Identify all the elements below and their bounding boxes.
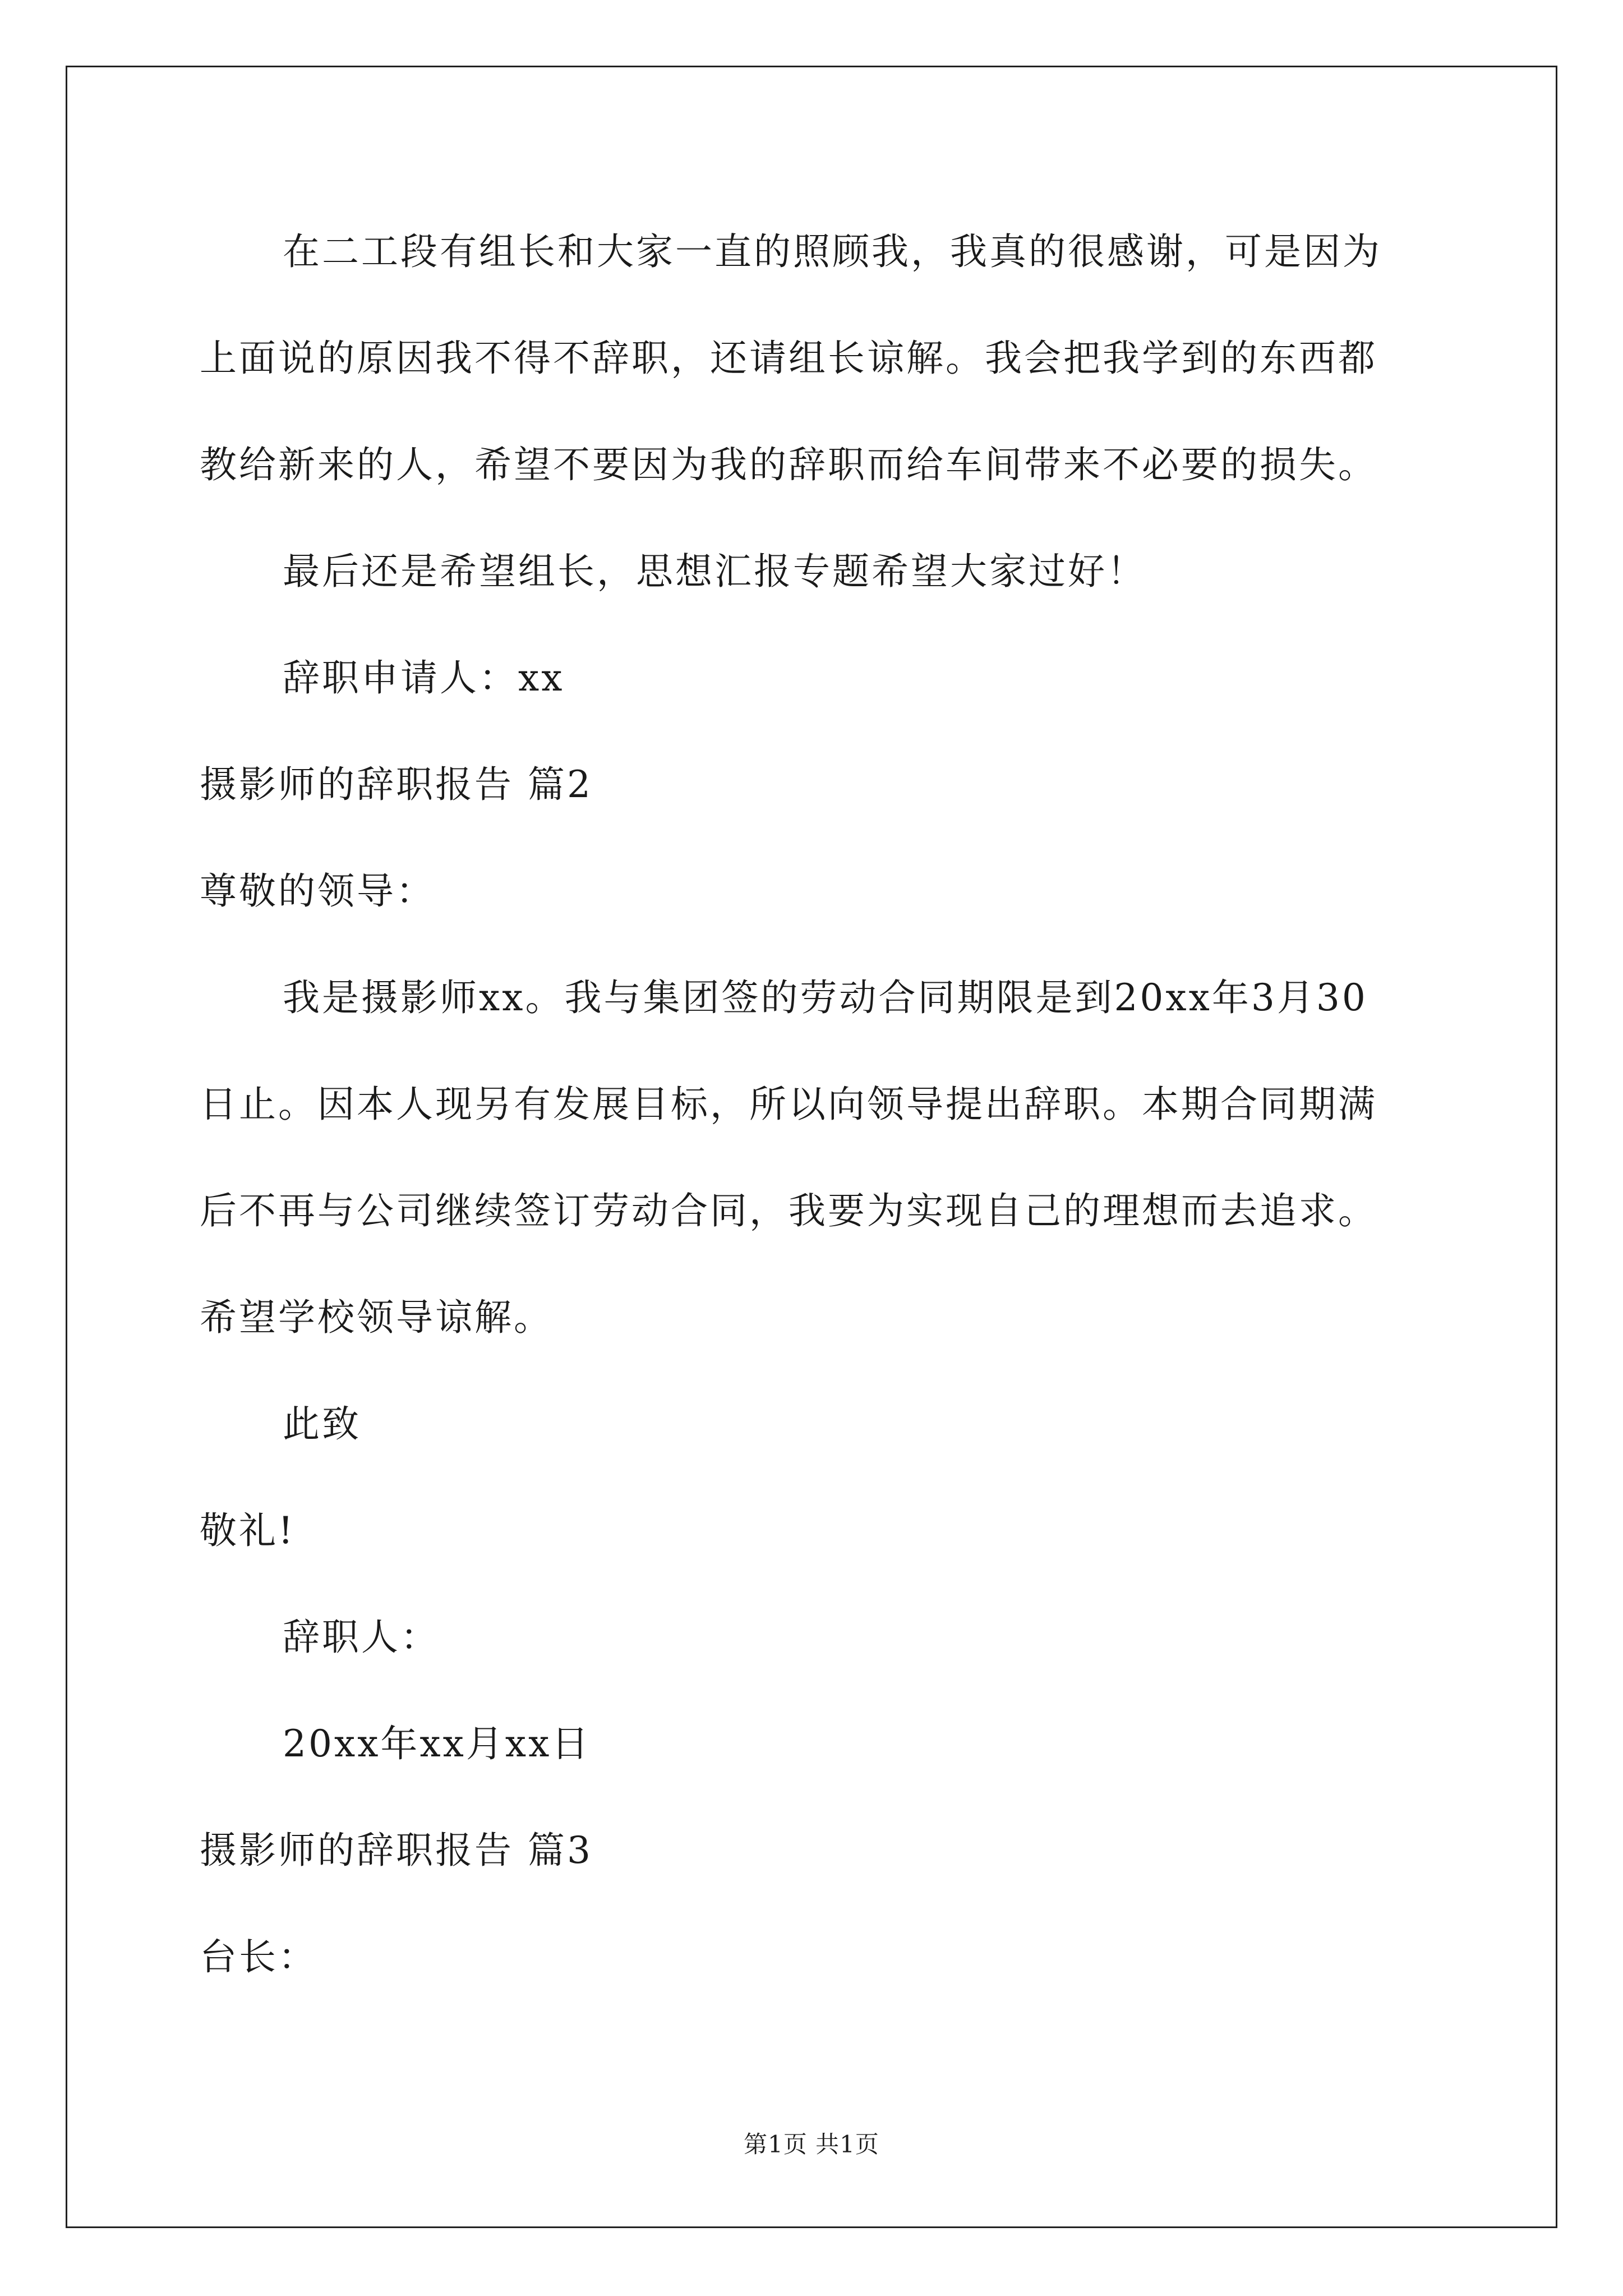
signature-line: 辞职申请人：xx — [283, 656, 565, 700]
paragraph-line: 教给新来的人，希望不要因为我的辞职而给车间带来不必要的损失。 — [200, 443, 1377, 486]
paragraph-line: 我是摄影师xx。我与集团签的劳动合同期限是到20xx年3月30 — [283, 976, 1368, 1019]
signature-line: 辞职人： — [283, 1616, 440, 1659]
paragraph-line: 在二工段有组长和大家一直的照顾我，我真的很感谢，可是因为 — [283, 230, 1382, 273]
paragraph-line: 上面说的原因我不得不辞职，还请组长谅解。我会把我学到的东西都 — [200, 337, 1377, 380]
section-heading: 摄影师的辞职报告 篇3 — [200, 1829, 593, 1872]
salutation: 台长： — [200, 1935, 317, 1978]
section-heading: 摄影师的辞职报告 篇2 — [200, 763, 593, 806]
paragraph-line: 希望学校领导谅解。 — [200, 1296, 553, 1339]
page-border — [66, 66, 1557, 2228]
paragraph-line: 日止。因本人现另有发展目标，所以向领导提出辞职。本期合同期满 — [200, 1083, 1377, 1126]
paragraph-line: 后不再与公司继续签订劳动合同，我要为实现自己的理想而去追求。 — [200, 1189, 1377, 1232]
page-footer: 第1页 共1页 — [744, 2131, 879, 2158]
salutation: 尊敬的领导： — [200, 869, 435, 913]
date-line: 20xx年xx月xx日 — [283, 1722, 591, 1765]
paragraph-line: 最后还是希望组长，思想汇报专题希望大家过好！ — [283, 550, 1146, 593]
closing-line: 此致 — [283, 1402, 361, 1446]
closing-line: 敬礼! — [200, 1509, 296, 1552]
